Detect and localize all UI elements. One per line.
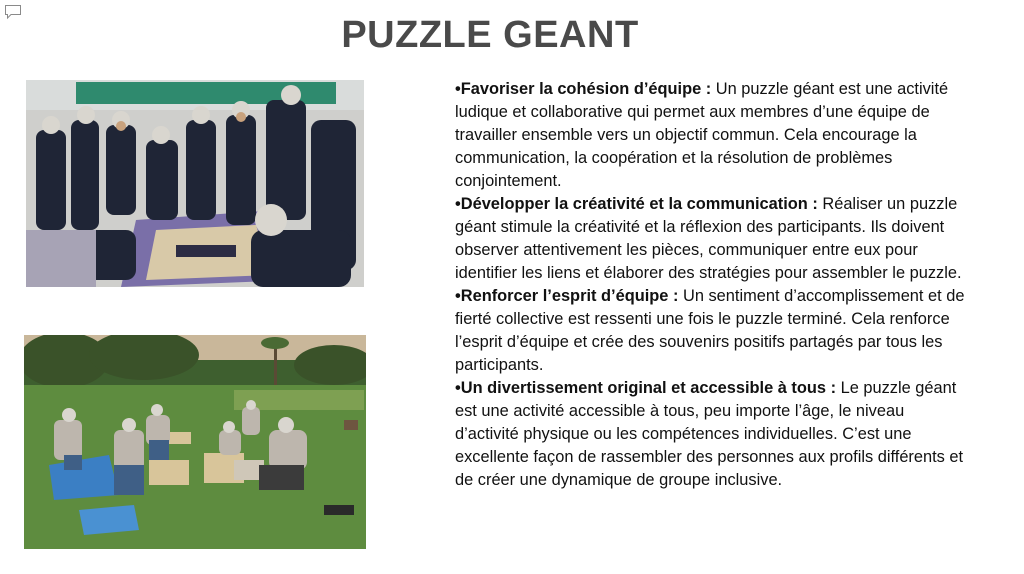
bullet-heading: •Favoriser la cohésion d’équipe : xyxy=(455,80,712,98)
bullet-text: Un puzzle géant est une activité ludique et collaborative qui permet aux membres d’une équipe de travailler ensemble vers un objectif commun. Cela encourage la communication, la coopération et la résolution de problèmes conjointement. xyxy=(455,80,949,190)
bullet-text: Le puzzle géant est une activité accessible à tous, peu importe l’âge, le niveau d’activité physique ou les compétences individuelles. C’est une excellente façon de rassembler des personnes aux profils différents et de créer une dynamique de groupe inclusive. xyxy=(455,379,964,489)
bullet-heading: •Développer la créativité et la communication : xyxy=(455,195,818,213)
team-puzzle-photo-outdoor xyxy=(24,335,366,549)
bullet-item xyxy=(455,78,965,193)
bullet-item xyxy=(455,285,965,377)
bullet-heading: •Un divertissement original et accessible à tous : xyxy=(455,379,837,397)
bullet-item xyxy=(455,193,965,285)
slide-title: PUZZLE GEANT xyxy=(341,14,639,56)
bullet-item xyxy=(455,377,965,492)
bullet-heading: •Renforcer l’esprit d’équipe : xyxy=(455,287,679,305)
bullet-text: Un sentiment d’accomplissement et de fierté collective est ressenti une fois le puzzle terminé. Cela renforce l’esprit d’équipe et crée des souvenirs positifs partagés par tous les participants. xyxy=(455,287,965,374)
team-puzzle-photo-indoor xyxy=(26,80,364,287)
bullet-list xyxy=(455,78,965,492)
bullet-text: Réaliser un puzzle géant stimule la créativité et la réflexion des participants. Ils doivent observer attentivement les pièces, communiquer entre eux pour identifier les liens et élaborer des stratégies pour assembler le puzzle. xyxy=(455,195,962,282)
